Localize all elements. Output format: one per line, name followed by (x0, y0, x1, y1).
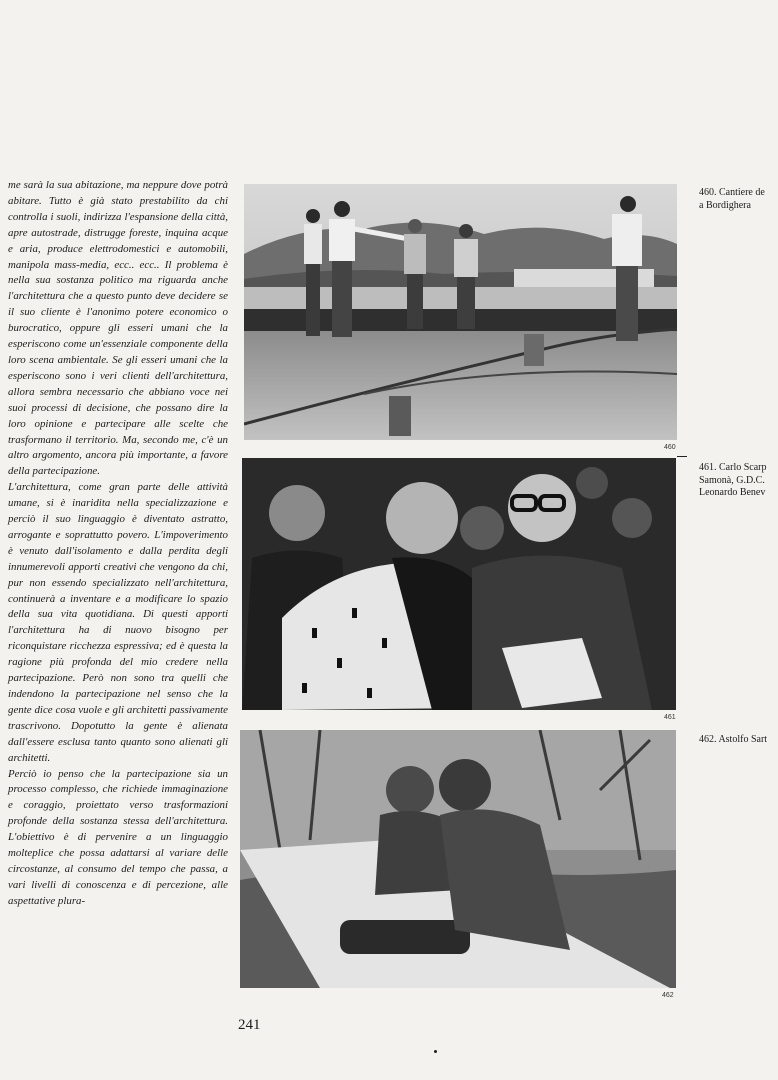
caption-462: 462. Astolfo Sart (699, 734, 768, 745)
photo-number: 462 (662, 992, 674, 999)
photo-number: 460 (664, 444, 676, 451)
body-text-column (8, 178, 228, 910)
crop-mark (677, 456, 687, 457)
photo-462-drawing-table (240, 730, 676, 988)
caption-461: 461. Carlo Scarp Samonà, G.D.C. Leonardo Benev (699, 462, 767, 498)
photo-461-ceremony (242, 458, 676, 710)
paragraph: Perciò io penso che la partecipazione sia un processo complesso, che richiede immaginazione e coraggio, proiettato verso trasformazioni profonde della sostanza stessa dell'architettura. L'obiettivo è di pervenire a un linguaggio molteplice che possa adattarsi al variare delle circostanze, al consumo del tempo che passa, a vari livelli di conoscenza e di percezione, alle aspettative plura- (8, 767, 228, 907)
photo-number: 461 (664, 714, 676, 721)
page-number: 241 (238, 1017, 261, 1033)
paragraph: L'architettura, come gran parte delle attività umane, si è inaridita nella specializzazione e perciò il suo linguaggio è diventato astratto, arrogante e soprattutto povero. L'impoverimento è venuto dall'isolamento e dalla perdita degli innumerevoli apporti creativi che vengono da chi, pur non essendo specializzato nell'architettura, continuerà a inventare e a modificare lo spazio della sua vita quotidiana. Di questi apporti l'architettura ha di nuovo bisogno per riconquistare ricchezza espressiva; ed è questa la ragione più profonda del mio credere nella partecipazione. Però non sono tra quelli che indendono la partecipazione nel senso che la gente dice cosa vuole e gli architetti passivamente trascrivono. Dopotutto la gente è alienata dall'essere esclusa tanto quanto sono alienati gli architetti. (8, 481, 228, 764)
caption-460: 460. Cantiere de a Bordighera (699, 187, 765, 211)
photo-460-construction-site (244, 184, 677, 440)
paragraph: me sarà la sua abitazione, ma neppure dove potrà abitare. Tutto è già stato prestabilito da chi controlla i suoli, indirizza l'espansione della città, apre autostrade, distrugge foreste, inquina acque e aria, produce elettrodomestici e automobili, manipola mass-media, ecc.. ecc.. Il problema è nella sua sostanza politico ma riguarda anche l'architettura che a questo punto deve decidere se il suo cliente è l'anonimo potere economico o burocratico, oppure gli esseri umani che la esperiscono come un'essenziale componente della loro scena ambientale. Se gli esseri umani che la esperiscono sono i veri clienti dell'architettura, allora sembra necessario che abbiano voce nei suoi processi di decisione, che possano dire la loro opinione e partecipare alle scelte che trasformano il territorio. Ma, secondo me, c'è un altro argomento, ancora più importante, a favore della partecipazione. (8, 179, 228, 478)
speck (434, 1050, 437, 1053)
